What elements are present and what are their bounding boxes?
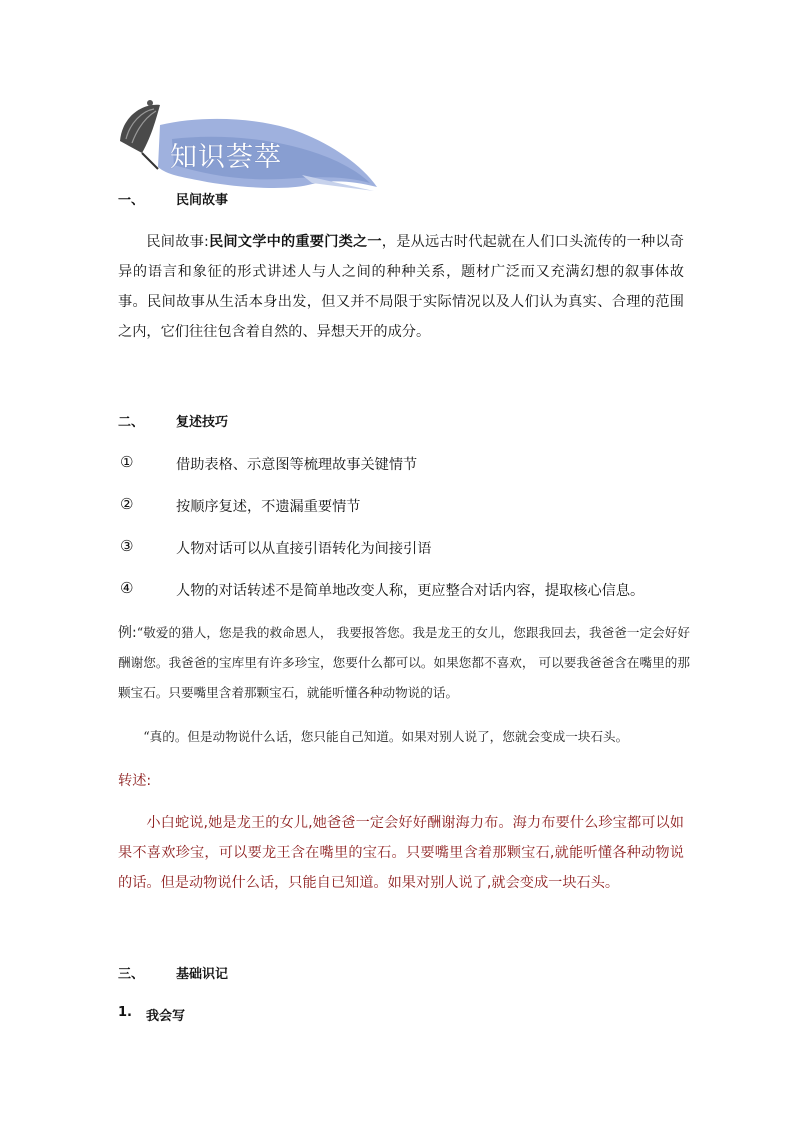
tip-3-number: ③ <box>120 537 134 555</box>
banner-title: 知识荟萃 <box>170 142 282 173</box>
umbrella-icon <box>120 100 160 169</box>
tip-2-text: 按顺序复述，不遗漏重要情节 <box>176 499 361 515</box>
section-2-title: 复述技巧 <box>176 415 229 430</box>
folk-tale-definition <box>118 227 684 347</box>
section-1-number: 一、 <box>118 193 145 208</box>
definition-rest: ，是从远古时代起就在人们口头流传的一种以奇异的语言和象征的形式讲述人与人之间的种种关系，题材广泛而又充满幻想的叙事体故事。民间故事从生活本身出发，但又并不局限于实际情况以及人们认为真实、合理的范围之内，它们往往包含着自然的、异想天开的成分。 <box>118 234 684 340</box>
definition-bold: 民间文学中的重要门类之一 <box>208 234 382 250</box>
section-1-title: 民间故事 <box>176 193 229 208</box>
section-2-number: 二、 <box>118 415 145 430</box>
tip-3-text: 人物对话可以从直接引语转化为间接引语 <box>176 541 432 557</box>
example-quote-2: “真的。但是动物说什么话，您只能自己知道。如果对别人说了，您就会变成一块石头。 <box>143 729 629 744</box>
definition-lead: 民间故事: <box>146 234 209 250</box>
tip-2-number: ② <box>120 495 134 513</box>
example-quote-text: “敬爱的猎人，您是我的救命恩人， 我要报答您。我是龙王的女儿，您跟我回去，我爸爸一定会好好酬谢您。我爸爸的宝库里有许多珍宝，您要什么都可以。如果您都不喜欢， 可以要我爸爸含在嘴里的那颗宝石。只要嘴里含着那颗宝石，就能听懂各种动物说的话。 <box>118 625 690 700</box>
tip-4-number: ④ <box>120 579 134 597</box>
example-quote <box>118 618 690 708</box>
section-banner <box>112 95 382 205</box>
retell-paragraph: 小白蛇说,她是龙王的女儿,她爸爸一定会好好酬谢海力布。海力布要什么珍宝都可以如果不喜欢珍宝，可以要龙王含在嘴里的宝石。只要嘴里含着那颗宝石,就能听懂各种动物说的话。但是动物说什么话，只能自已知道。如果对别人说了,就会变成一块石头。 <box>118 815 684 891</box>
tip-4-text: 人物的对话转述不是简单地改变人称，更应整合对话内容，提取核心信息。 <box>176 583 645 599</box>
tip-1-text: 借助表格、示意图等梳理故事关键情节 <box>176 457 418 473</box>
subsection-1-title: 我会写 <box>146 1009 186 1024</box>
subsection-1-number: 1. <box>118 1005 132 1020</box>
example-label: 例: <box>118 625 137 641</box>
section-3-number: 三、 <box>118 967 145 982</box>
retell-label: 转述: <box>118 773 152 789</box>
tip-1-number: ① <box>120 453 134 471</box>
section-3-title: 基础识记 <box>176 967 229 982</box>
